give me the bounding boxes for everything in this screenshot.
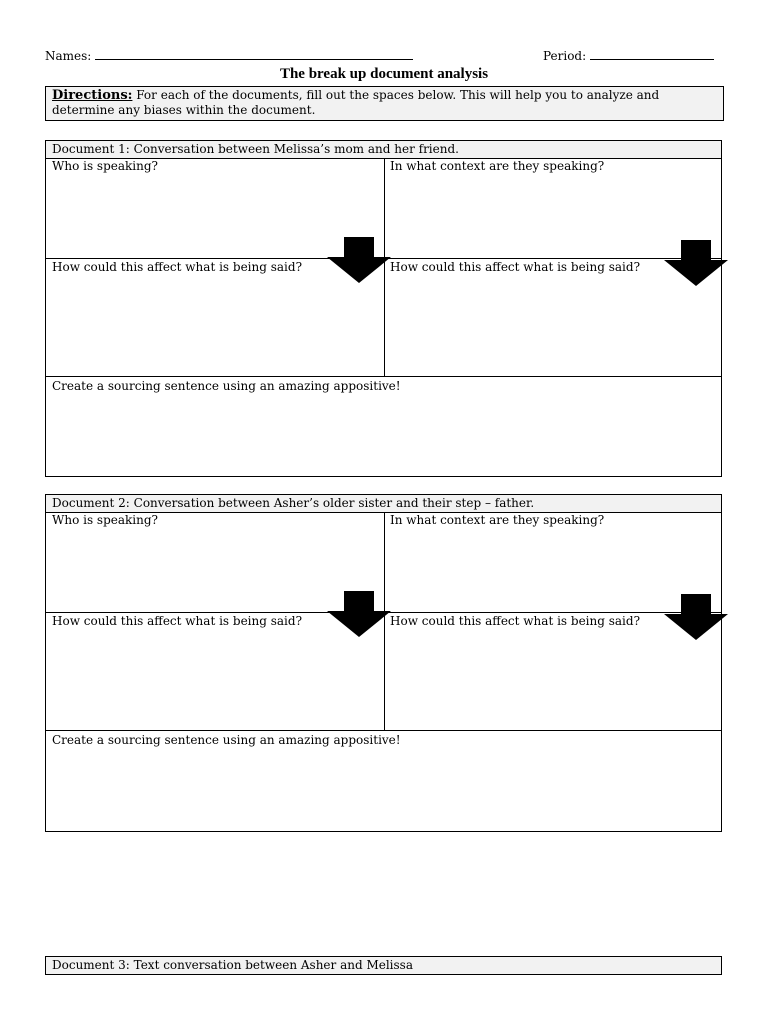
down-arrow-icon [327, 237, 391, 283]
directions-label: Directions: [52, 88, 133, 103]
divider [46, 376, 721, 377]
document-1-heading: Document 1: Conversation between Melissa’s mom and her friend. [46, 141, 721, 159]
doc1-affect-right-label: How could this affect what is being said? [390, 260, 640, 274]
down-arrow-icon [327, 591, 391, 637]
names-label: Names: [45, 49, 92, 63]
doc2-sourcing-cell[interactable] [46, 732, 722, 831]
period-field[interactable] [543, 48, 714, 63]
directions-box [45, 86, 724, 121]
doc2-affect-right-label: How could this affect what is being said? [390, 614, 640, 628]
down-arrow-icon [664, 594, 728, 640]
doc1-context-label: In what context are they speaking? [390, 159, 605, 173]
document-1-table [45, 140, 722, 477]
doc1-affect-left-label: How could this affect what is being said? [52, 260, 302, 274]
document-2-heading: Document 2: Conversation between Asher’s older sister and their step – father. [46, 495, 721, 513]
period-blank[interactable] [590, 48, 714, 60]
doc2-affect-left-label: How could this affect what is being said? [52, 614, 302, 628]
document-3-heading: Document 3: Text conversation between Asher and Melissa [45, 956, 722, 975]
doc2-who-label: Who is speaking? [52, 513, 158, 527]
names-field[interactable] [45, 48, 413, 63]
page-title: The break up document analysis [279, 66, 489, 82]
doc1-who-label: Who is speaking? [52, 159, 158, 173]
doc1-sourcing-cell[interactable] [46, 378, 722, 476]
down-arrow-icon [664, 240, 728, 286]
divider [46, 730, 721, 731]
names-blank[interactable] [95, 48, 413, 60]
doc2-context-label: In what context are they speaking? [390, 513, 605, 527]
directions-text: For each of the documents, fill out the spaces below. This will help you to analyze and determine any biases within the document. [52, 88, 660, 117]
doc2-sourcing-label: Create a sourcing sentence using an amazing appositive! [52, 733, 401, 747]
period-label: Period: [543, 49, 587, 63]
doc1-sourcing-label: Create a sourcing sentence using an amazing appositive! [52, 379, 401, 393]
document-2-table [45, 494, 722, 832]
